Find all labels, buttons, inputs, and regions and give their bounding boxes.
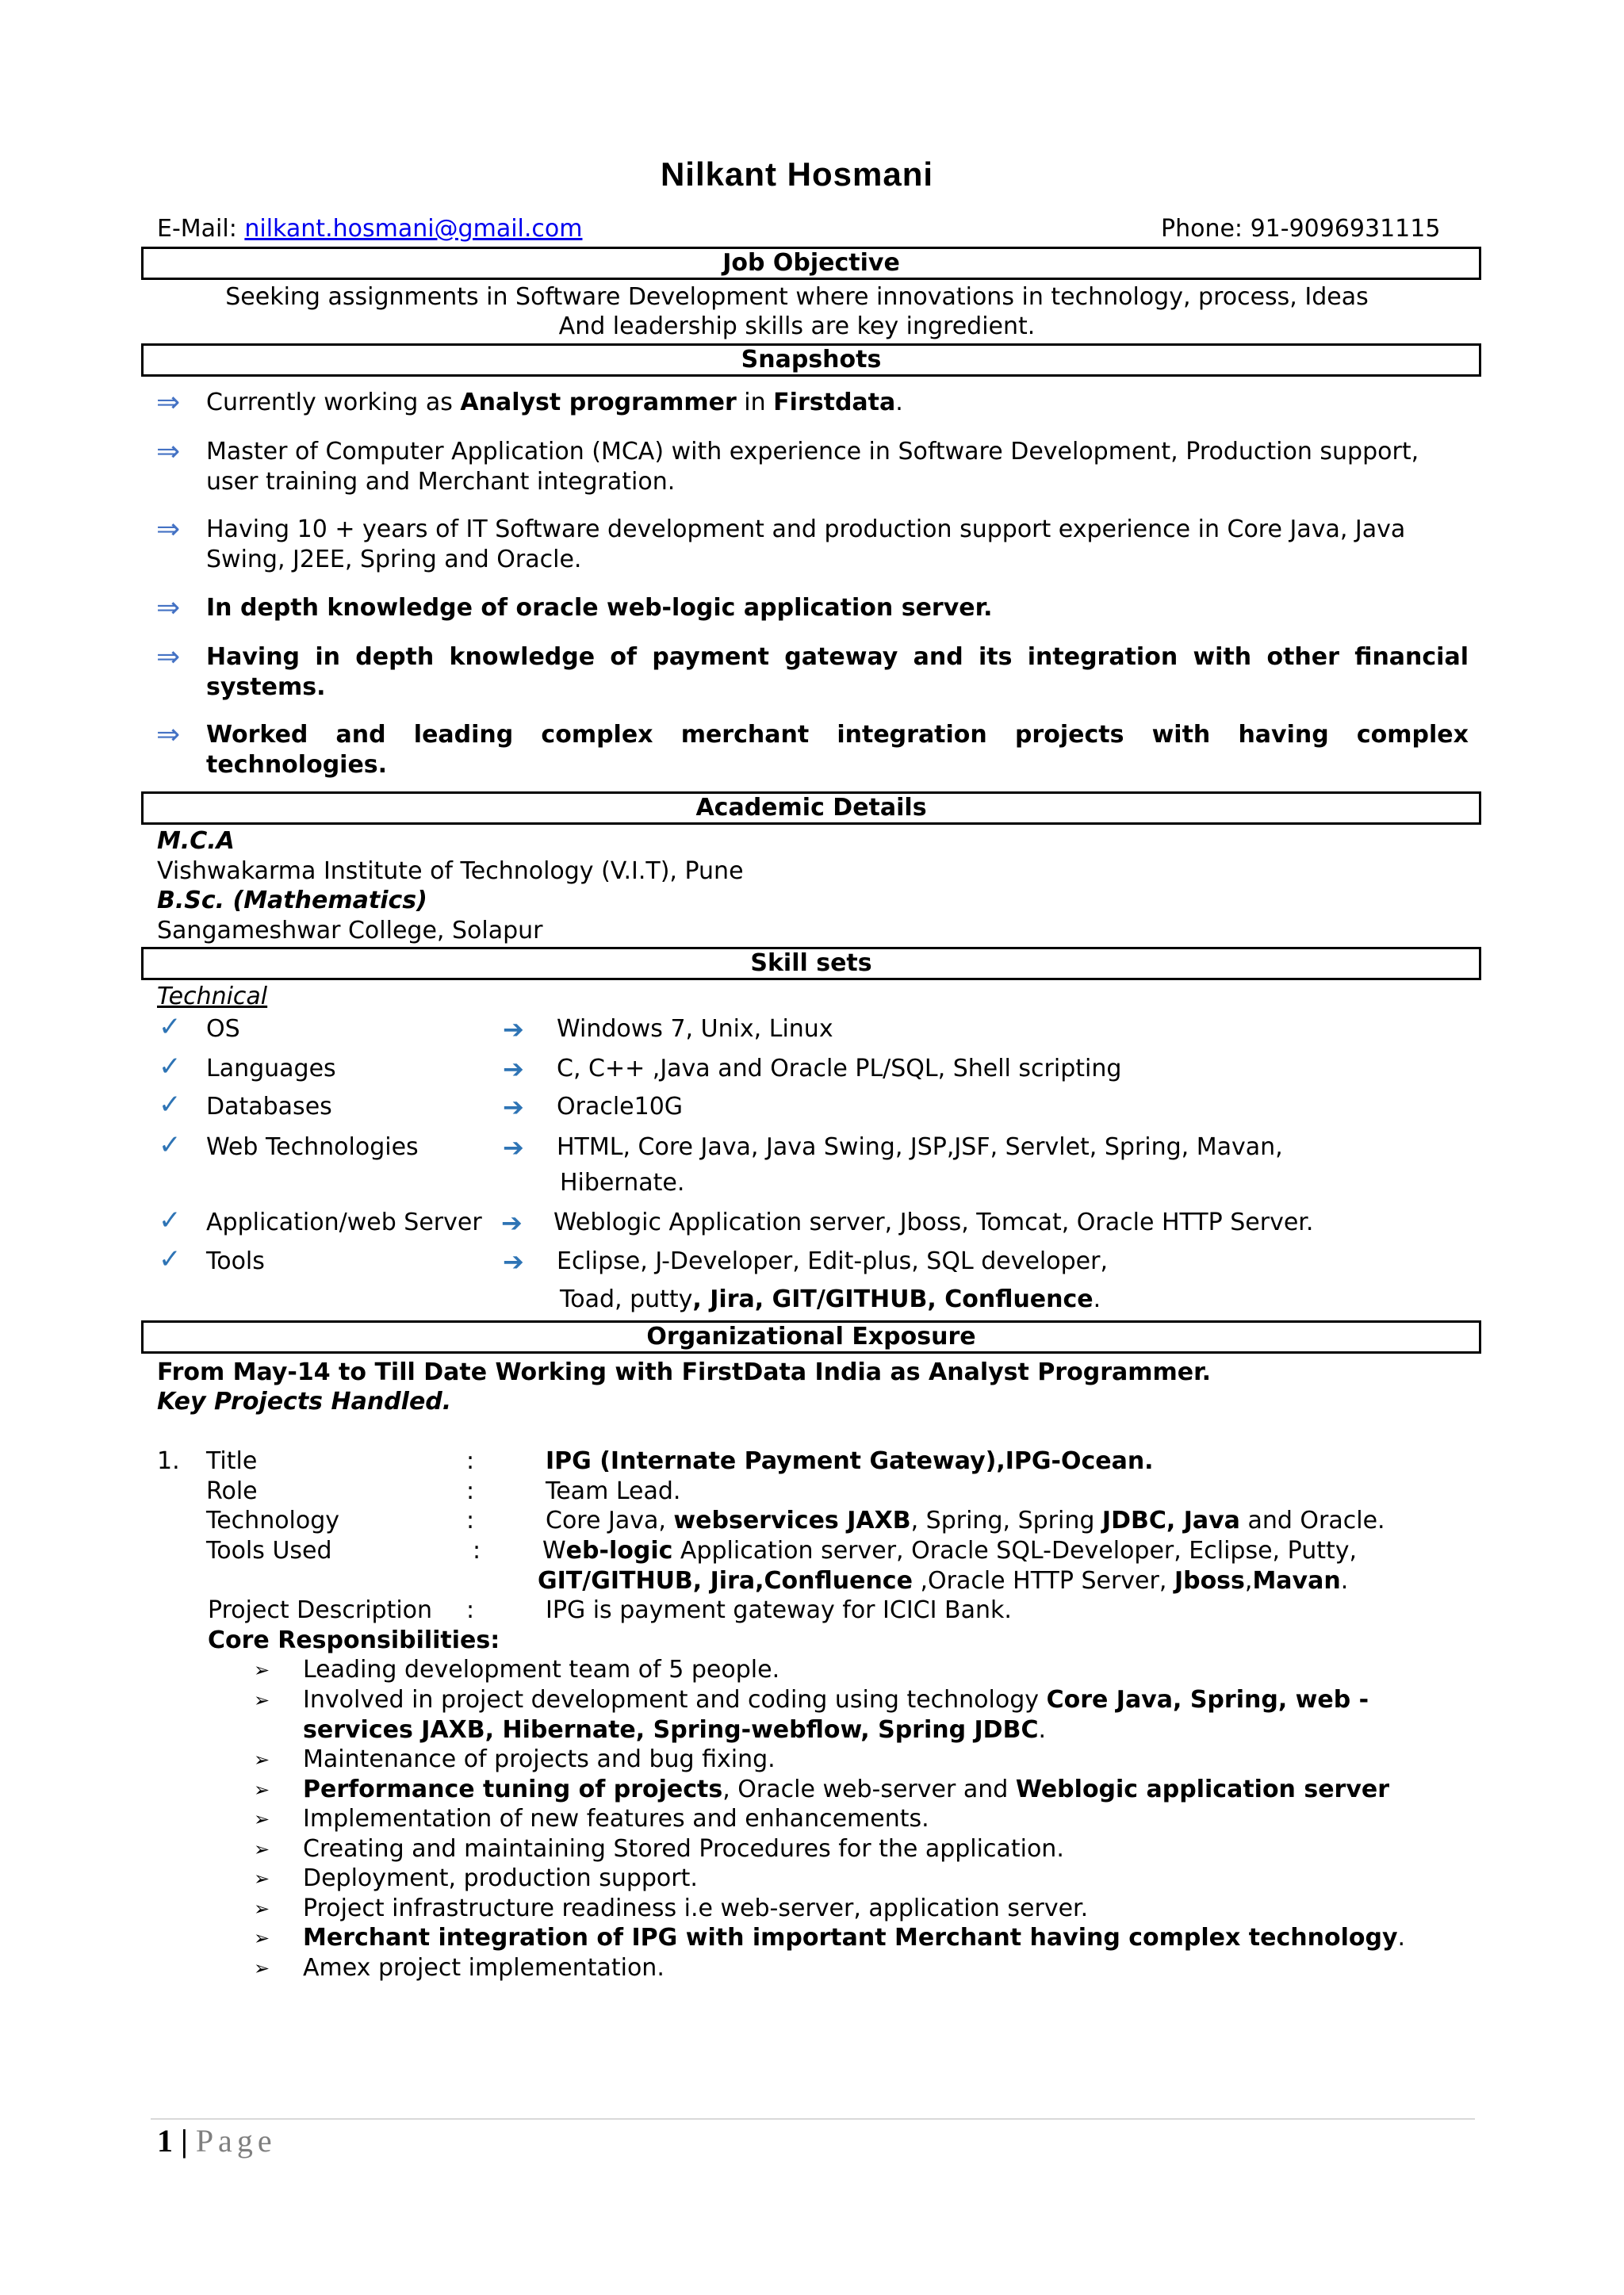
responsibility-item: Leading development team of 5 people. — [303, 1656, 780, 1684]
snapshot-4: In depth knowledge of oracle web-logic application server. — [206, 594, 993, 622]
responsibility-item: Amex project implementation. — [303, 1954, 665, 1982]
bullet-arrow-icon: ➢ — [254, 1779, 270, 1801]
check-icon: ✓ — [159, 1011, 182, 1043]
section-academic: Academic Details — [141, 791, 1481, 825]
responsibility-item: Performance tuning of projects, Oracle web-server and Weblogic application server — [303, 1776, 1390, 1803]
snapshot-2: Master of Computer Application (MCA) with experience in Software Development, Production support, user training and Merchant integration. — [206, 438, 1419, 496]
check-icon: ✓ — [159, 1051, 182, 1082]
check-icon: ✓ — [159, 1129, 182, 1161]
email-link[interactable]: nilkant.hosmani@gmail.com — [244, 215, 583, 243]
skill-languages-value: C, C++ ,Java and Oracle PL/SQL, Shell scripting — [557, 1055, 1122, 1082]
project-tools-value: Web-logic Application server, Oracle SQL-Developer, Eclipse, Putty, — [542, 1537, 1358, 1565]
section-job-objective: Job Objective — [141, 247, 1481, 280]
email-label: E-Mail: — [157, 215, 245, 243]
skill-tools-label: Tools — [206, 1247, 265, 1275]
objective-line-1: Seeking assignments in Software Development where innovations in technology, process, Ideas — [225, 283, 1369, 311]
skill-web-value: HTML, Core Java, Java Swing, JSP,JSF, Servlet, Spring, Mavan, — [557, 1133, 1283, 1161]
bullet-arrow-icon: ➢ — [254, 1927, 270, 1949]
snapshot-arrow-icon: ⇒ — [156, 513, 181, 546]
responsibility-item: Creating and maintaining Stored Procedures for the application. — [303, 1835, 1064, 1863]
degree-bsc: B.Sc. (Mathematics) — [157, 887, 427, 914]
bullet-arrow-icon: ➢ — [254, 1838, 270, 1860]
colon: : — [473, 1537, 481, 1565]
bullet-arrow-icon: ➢ — [254, 1689, 270, 1711]
project-desc-label: Project Description — [208, 1596, 433, 1624]
skill-databases-label: Databases — [206, 1093, 332, 1121]
snapshot-arrow-icon: ⇒ — [156, 718, 181, 751]
responsibility-item: Implementation of new features and enhancements. — [303, 1805, 929, 1833]
degree-mca: M.C.A — [157, 827, 235, 855]
project-tech-value: Core Java, webservices JAXB, Spring, Spring JDBC, Java and Oracle. — [546, 1507, 1385, 1534]
project-tech-label: Technology — [206, 1507, 340, 1534]
skill-tools-value-cont: Toad, putty, Jira, GIT/GITHUB, Confluence. — [560, 1285, 1101, 1313]
arrow-right-icon: ➔ — [503, 1092, 524, 1122]
bullet-arrow-icon: ➢ — [254, 1659, 270, 1681]
bullet-arrow-icon: ➢ — [254, 1898, 270, 1920]
arrow-right-icon: ➔ — [503, 1247, 524, 1277]
bullet-arrow-icon: ➢ — [254, 1808, 270, 1830]
project-number: 1. — [157, 1447, 180, 1475]
responsibility-item: Project infrastructure readiness i.e web-server, application server. — [303, 1895, 1089, 1922]
project-role-label: Role — [206, 1477, 258, 1505]
section-org-exposure: Organizational Exposure — [141, 1320, 1481, 1354]
page-number: 1 — [157, 2123, 173, 2159]
responsibility-item-cont: services JAXB, Hibernate, Spring-webflow, Spring JDBC. — [303, 1716, 1047, 1744]
colon: : — [466, 1477, 475, 1505]
project-tools-label: Tools Used — [206, 1537, 332, 1565]
page-label: Page — [195, 2123, 277, 2159]
project-role-value: Team Lead. — [546, 1477, 681, 1505]
colon: : — [466, 1596, 475, 1624]
arrow-right-icon: ➔ — [501, 1208, 523, 1238]
phone: Phone: 91-9096931115 — [1161, 215, 1441, 243]
skill-os-label: OS — [206, 1015, 240, 1043]
institute-sangameshwar: Sangameshwar College, Solapur — [157, 917, 543, 944]
responsibility-item: Involved in project development and coding using technology Core Java, Spring, web - — [303, 1686, 1369, 1714]
snapshot-arrow-icon: ⇒ — [156, 386, 181, 419]
skill-app-value: Weblogic Application server, Jboss, Tomcat, Oracle HTTP Server. — [553, 1209, 1314, 1236]
skill-tools-value: Eclipse, J-Developer, Edit-plus, SQL developer, — [557, 1247, 1108, 1275]
org-summary: From May-14 to Till Date Working with FirstData India as Analyst Programmer. — [157, 1358, 1212, 1386]
skill-web-value-cont: Hibernate. — [560, 1169, 685, 1197]
check-icon: ✓ — [159, 1205, 182, 1236]
project-title-label: Title — [206, 1447, 258, 1475]
colon: : — [466, 1447, 475, 1475]
section-skills: Skill sets — [141, 947, 1481, 980]
responsibility-item: Merchant integration of IPG with important Merchant having complex technology. — [303, 1924, 1406, 1952]
skill-app-label: Application/web Server — [206, 1209, 482, 1236]
snapshot-arrow-icon: ⇒ — [156, 435, 181, 468]
snapshot-5: Having in depth knowledge of payment gateway and its integration with other financial systems. — [206, 643, 1469, 701]
key-projects-heading: Key Projects Handled. — [157, 1388, 452, 1416]
skills-heading-technical: Technical — [157, 983, 268, 1010]
email-line — [157, 214, 582, 244]
project-desc-value: IPG is payment gateway for ICICI Bank. — [546, 1596, 1012, 1624]
bullet-arrow-icon: ➢ — [254, 1868, 270, 1890]
snapshot-1: Currently working as Analyst programmer in Firstdata. — [206, 389, 903, 416]
page-footer: 1 | Page — [157, 2123, 277, 2159]
skill-databases-value: Oracle10G — [557, 1093, 684, 1121]
bullet-arrow-icon: ➢ — [254, 1749, 270, 1771]
responsibility-item: Maintenance of projects and bug fixing. — [303, 1745, 776, 1773]
arrow-right-icon: ➔ — [503, 1014, 524, 1044]
snapshot-3: Having 10 + years of IT Software development and production support experience in Core Java, Java Swing, J2EE, Spring and Oracle. — [206, 515, 1406, 573]
core-responsibilities-heading: Core Responsibilities: — [208, 1626, 500, 1654]
colon: : — [466, 1507, 475, 1534]
footer-divider — [151, 2118, 1475, 2120]
responsibility-item: Deployment, production support. — [303, 1864, 698, 1892]
check-icon: ✓ — [159, 1243, 182, 1275]
skill-languages-label: Languages — [206, 1055, 336, 1082]
snapshot-arrow-icon: ⇒ — [156, 592, 181, 624]
project-title-value: IPG (Internate Payment Gateway),IPG-Ocean. — [546, 1447, 1154, 1475]
project-tools-value-cont: GIT/GITHUB, Jira,Confluence ,Oracle HTTP Server, Jboss,Mavan. — [538, 1567, 1349, 1595]
institute-vit: Vishwakarma Institute of Technology (V.I.T), Pune — [157, 857, 744, 885]
skill-os-value: Windows 7, Unix, Linux — [557, 1015, 833, 1043]
objective-line-2: And leadership skills are key ingredient. — [558, 312, 1036, 340]
arrow-right-icon: ➔ — [503, 1132, 524, 1163]
snapshot-arrow-icon: ⇒ — [156, 641, 181, 673]
bullet-arrow-icon: ➢ — [254, 1957, 270, 1979]
check-icon: ✓ — [159, 1089, 182, 1121]
section-snapshots: Snapshots — [141, 343, 1481, 377]
arrow-right-icon: ➔ — [503, 1054, 524, 1084]
skill-web-label: Web Technologies — [206, 1133, 419, 1161]
snapshot-6: Worked and leading complex merchant integration projects with having complex technologies. — [206, 721, 1469, 779]
candidate-name: Nilkant Hosmani — [660, 155, 934, 193]
